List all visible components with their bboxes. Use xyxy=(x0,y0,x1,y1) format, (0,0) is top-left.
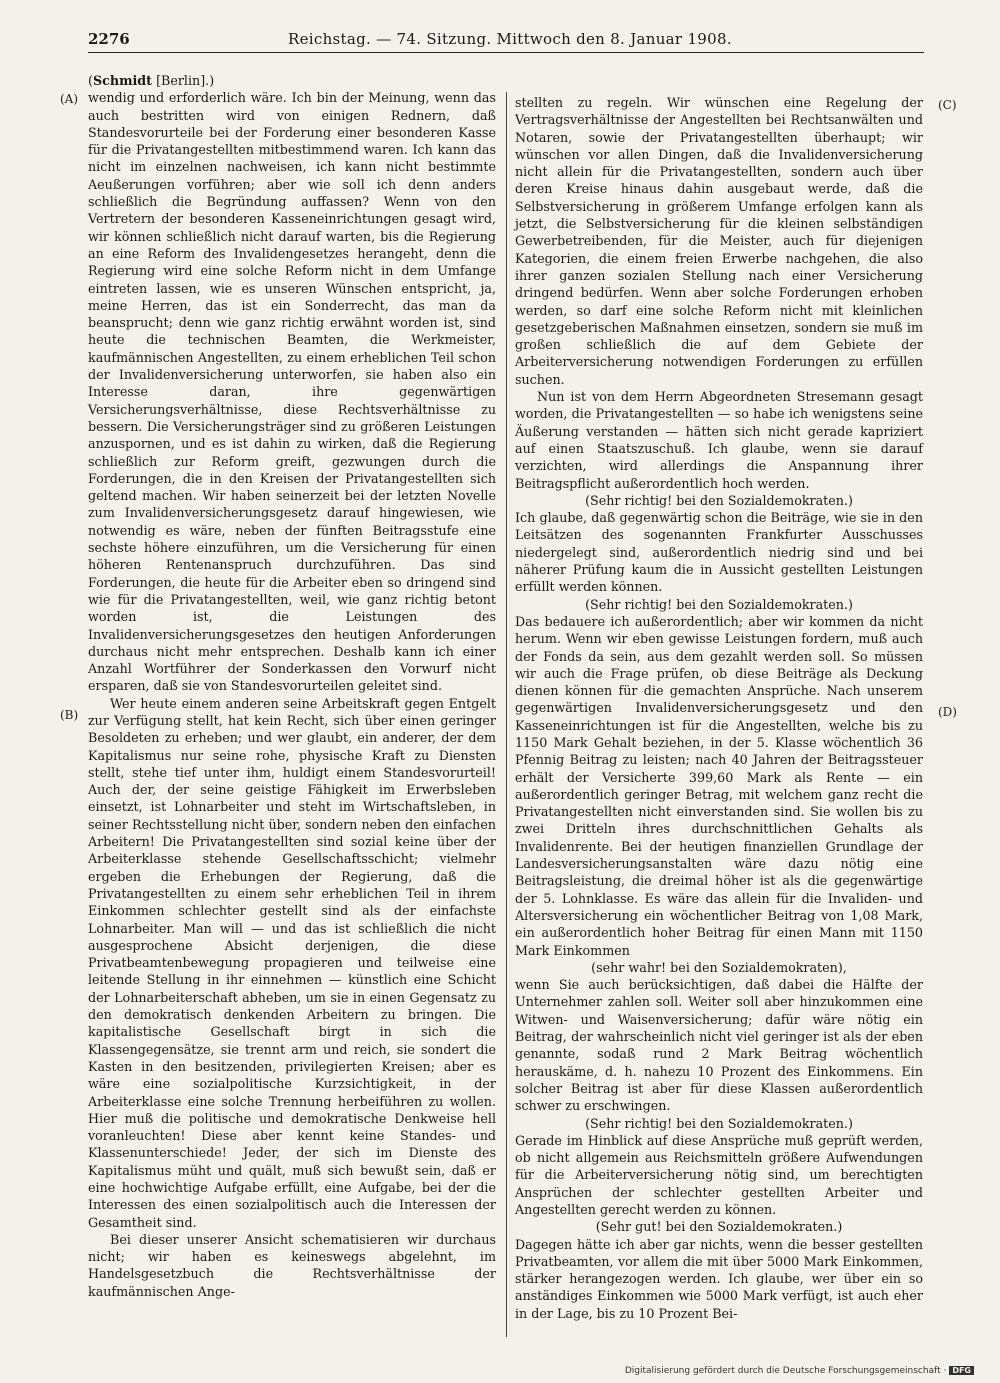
speaker-line: (Schmidt [Berlin].) xyxy=(88,73,215,88)
column-divider xyxy=(506,92,507,1337)
right-column xyxy=(515,94,923,1322)
page-number: 2276 xyxy=(88,30,130,48)
margin-mark-c: (C) xyxy=(938,98,957,112)
dfg-logo: DFG xyxy=(949,1366,974,1375)
paragraph: Das bedauere ich außerordentlich; aber wir kommen da nicht herum. Wenn wir eben gewisse Leistungen fordern, muß auch der Fonds da sein, aus dem gezahlt werden soll. So müssen wir auch die Frage prüfen, ob diese Beiträge als Deckung dienen können für die gemachten Ansprüche. Nach unserem gegenwärtigen Invalidenversicherungsgesetz und den Kasseneinrichtungen ist für die Angestellten, welche bis zu 1150 Mark Gehalt beziehen, in der 5. Klasse wöchentlich 36 Pfennig Beitrag zu leisten; nach 40 Jahren der Beitragssteuer erhält der Versicherte 399,60 Mark als Rente — ein außerordentlich geringer Betrag, mit welchem ganz recht die Privatangestellten nicht einverstanden sind. Sie wollen bis zu zwei Dritteln ihres durchschnittlichen Gehalts als Invalidenrente. Bei der heutigen finanziellen Grundlage der Landesversicherungsanstalten wäre dazu nötig eine Beitragsleistung, die dreimal höher ist als die gegenwärtige der 5. Lohnklasse. Es wäre das allein für die Invaliden- und Altersversicherung ein wöchentlicher Beitrag von 1,08 Mark, ein außerordentlich hoher Beitrag für einen Mann mit 1150 Mark Einkommen xyxy=(515,613,923,958)
margin-mark-a: (A) xyxy=(60,92,79,106)
header-rule xyxy=(88,52,924,53)
margin-mark-d: (D) xyxy=(938,705,957,719)
footer-text: Digitalisierung gefördert durch die Deutsche Forschungsgemeinschaft · xyxy=(624,1366,947,1376)
paragraph: Bei dieser unserer Ansicht schematisieren wir durchaus nicht; wir haben es keineswegs abgelehnt, im Handelsgesetzbuch die Rechtsverhältnisse der kaufmännischen Ange- xyxy=(88,1231,496,1299)
right-column-body xyxy=(515,94,923,1322)
paragraph: Dagegen hätte ich aber gar nichts, wenn die besser gestellten Privatbeamten, vor allem die mit über 5000 Mark Einkommen, stärker herangezogen werden. Ich glaube, wer über ein so anständiges Einkommen wie 5000 Mark verfügt, ist auch eher in der Lage, bis zu 10 Prozent Bei- xyxy=(515,1236,923,1321)
paragraph: Wer heute einem anderen seine Arbeitskraft gegen Entgelt zur Verfügung stellt, hat kein Recht, sich über einen geringer Besoldeten zu erheben; und wer glaubt, ein anderer, der dem Kapitalismus nur seine rohe, physische Kraft zu Diensten stellt, stehe tief unter ihm, huldigt einem Standesvorurteil! Auch der, der seine geistige Fähigkeit im Erwerbsleben einsetzt, ist Lohnarbeiter und steht im Wirtschaftsleben, in seiner Rechtsstellung nicht über, sondern neben den einfachen Arbeitern! Die Privatangestellten sind sozial keine über der Arbeiterklasse stehende Gesellschaftsschicht; vielmehr ergeben die Erhebungen der Regierung, daß die Privatangestellten zu einem sehr erheblichen Teil in ihrem Einkommen schlechter gestellt sind als der einfachste Lohnarbeiter. Man will — und das ist schließlich die nicht ausgesprochene Absicht derjenigen, die diese Privatbeamtenbewegung propagieren und teilweise eine leitende Stellung in ihr einnehmen — künstlich eine Schicht der Lohnarbeiterschaft abheben, um sie in einen Gegensatz zu den demokratisch denkenden Arbeitern zu bringen. Die kapitalistische Gesellschaft birgt in sich die Klassengegensätze, sie trennt arm und reich, sie sondert die Kasten in den besitzenden, privilegierten Kreisen; aber es wäre eine sozialpolitische Kurzsichtigkeit, in der Arbeiterklasse eine solche Trennung herbeiführen zu wollen. Hier muß die politische und demokratische Denkweise hell voranleuchten! Diese aber kennt keine Standes- und Klassenunterschiede! Jeder, der sich im Dienste des Kapitalismus müht und quält, muß sich bewußt sein, daß er eine hochwichtige Aufgabe erfüllt, eine Aufgabe, bei der die Interessen des einen sozialpolitisch auch die Interessen der Gesamtheit sind. xyxy=(88,695,496,1230)
paragraph: stellten zu regeln. Wir wünschen eine Regelung der Vertragsverhältnisse der Angestellten bei Rechtsanwälten und Notaren, sowie der Privatangestellten überhaupt; wir wünschen vor allen Dingen, daß die Invalidenversicherung nicht allein für die Privatangestellten, sondern auch über deren Kreise hinaus dahin ausgebaut werde, daß die Selbstversicherung in größerem Umfange erfolgen kann als jetzt, die Selbstversicherung für die kleinen selbständigen Gewerbetreibenden, für die Meister, auch für diejenigen Kategorien, die einem freien Erwerbe nachgehen, die also ihrer ganzen sozialen Stellung nach einer Versicherung dringend bedürfen. Wenn aber solche Forderungen erhoben werden, so darf eine solche Reform nicht mit kleinlichen gesetzgeberischen Maßnahmen einsetzen, sondern sie muß im großen schließlich die auf dem Gebiete der Arbeiterversicherung notwendigen Forderungen zu erfüllen suchen. xyxy=(515,95,923,387)
margin-mark-b: (B) xyxy=(60,708,79,722)
footer-credit xyxy=(625,1366,974,1378)
left-column-body xyxy=(88,89,496,1300)
interjection: (Sehr richtig! bei den Sozialdemokraten.) xyxy=(585,596,853,612)
interjection: (Sehr richtig! bei den Sozialdemokraten.) xyxy=(585,1115,853,1131)
paragraph: Nun ist von dem Herrn Abgeordneten Stresemann gesagt worden, die Privatangestellten — so habe ich wenigstens seine Äußerung verstanden — hätten sich nicht gerade kapriziert auf einen Staatszuschuß. Ich glaube, wenn sie darauf verzichten, wird allerdings die Anspannung ihrer Beitragspflicht außerordentlich hoch werden. xyxy=(515,389,923,491)
left-column xyxy=(88,72,496,1300)
interjection: (Sehr richtig! bei den Sozialdemokraten.) xyxy=(585,492,853,508)
interjection: (sehr wahr! bei den Sozialdemokraten), xyxy=(591,959,847,975)
interjection: (Sehr gut! bei den Sozialdemokraten.) xyxy=(595,1219,843,1235)
header-title: Reichstag. — 74. Sitzung. Mittwoch den 8. Januar 1908. xyxy=(288,30,732,48)
speaker-place: [Berlin].) xyxy=(152,73,215,88)
paragraph: Gerade im Hinblick auf diese Ansprüche muß geprüft werden, ob nicht allgemein aus Reichsmitteln größere Aufwendungen für die Arbeiterversicherung nötig sind, um berechtigten Ansprüchen der schlechter gestellten Arbeiter und Angestellten gerecht werden zu können. xyxy=(515,1132,923,1217)
paragraph: Ich glaube, daß gegenwärtig schon die Beiträge, wie sie in den Leitsätzen des sogenannten Frankfurter Ausschusses niedergelegt sind, außerordentlich niedrig sind und bei näherer Prüfung kaum die in Aussicht gestellten Leistungen erfüllt werden können. xyxy=(515,510,923,595)
paragraph: wenn Sie auch berücksichtigen, daß dabei die Hälfte der Unternehmer zahlen soll. Weiter soll aber hinzukommen eine Witwen- und Waisenversicherung; dafür wäre nötig ein Beitrag, der wahrscheinlich nicht viel geringer ist als der eben genannte, sodaß rund 2 Mark Beitrag wöchentlich herauskäme, d. h. nahezu 10 Prozent des Einkommens. Ein solcher Beitrag ist aber für diese Klassen außerordentlich schwer zu erschwingen. xyxy=(515,977,923,1114)
speaker-name: Schmidt xyxy=(92,73,153,88)
running-header xyxy=(88,26,924,52)
paragraph: wendig und erforderlich wäre. Ich bin der Meinung, wenn das auch bestritten wird von einigen Rednern, daß Standesvorurteile bei der Forderung einer besonderen Kasse für die Privatangestellten mitbestimmend waren. Ich kann das nicht im einzelnen nachweisen, ich kann nicht bestimmte Aeußerungen vorführen; aber wie soll ich denn anders schließlich die Begründung auffassen? Wenn von den Vertretern der besonderen Kasseneinrichtungen gesagt wird, wir können schließlich nicht darauf warten, bis die Regierung an eine Reform des Invalidengesetzes herangeht, denn die Regierung wird eine solche Reform nicht in dem Umfange eintreten lassen, wie es unseren Wünschen entspricht, ja, meine Herren, das ist ein Sonderrecht, das man da beansprucht; denn wie ganz richtig erwähnt worden ist, sind heute die technischen Beamten, die Werkmeister, kaufmännischen Angestellten, zu einem erheblichen Teil schon der Invalidenversicherung unterworfen, sie haben also ein Interesse daran, ihre gegenwärtigen Versicherungsverhältnisse, diese Rechtsverhältnisse zu bessern. Die Versicherungsträger sind zu größeren Leistungen anzuspornen, und es ist dahin zu wirken, daß die Regierung schließlich zur Reform greift, gezwungen durch die Forderungen, die in den Kreisen der Privatangestellten sich geltend machen. Wir haben seinerzeit bei der letzten Novelle zum Invalidenversicherungsgesetz darauf hingewiesen, wie notwendig es wäre, neben der fünften Beitragsstufe eine sechste höhere einzuführen, um die Versicherung für einen höheren Rentenanspruch durchzuführen. Das sind Forderungen, die heute für die Arbeiter eben so dringend sind wie für die Privatangestellten, weil, wie ganz richtig betont worden ist, die Leistungen des Invalidenversicherungsgesetzes den heutigen Anforderungen durchaus nicht mehr entsprechen. Deshalb kann ich einer Anzahl Wortführer der Sonderkassen den Vorwurf nicht ersparen, daß sie von Standesvorurteilen geleitet sind. xyxy=(88,90,496,694)
